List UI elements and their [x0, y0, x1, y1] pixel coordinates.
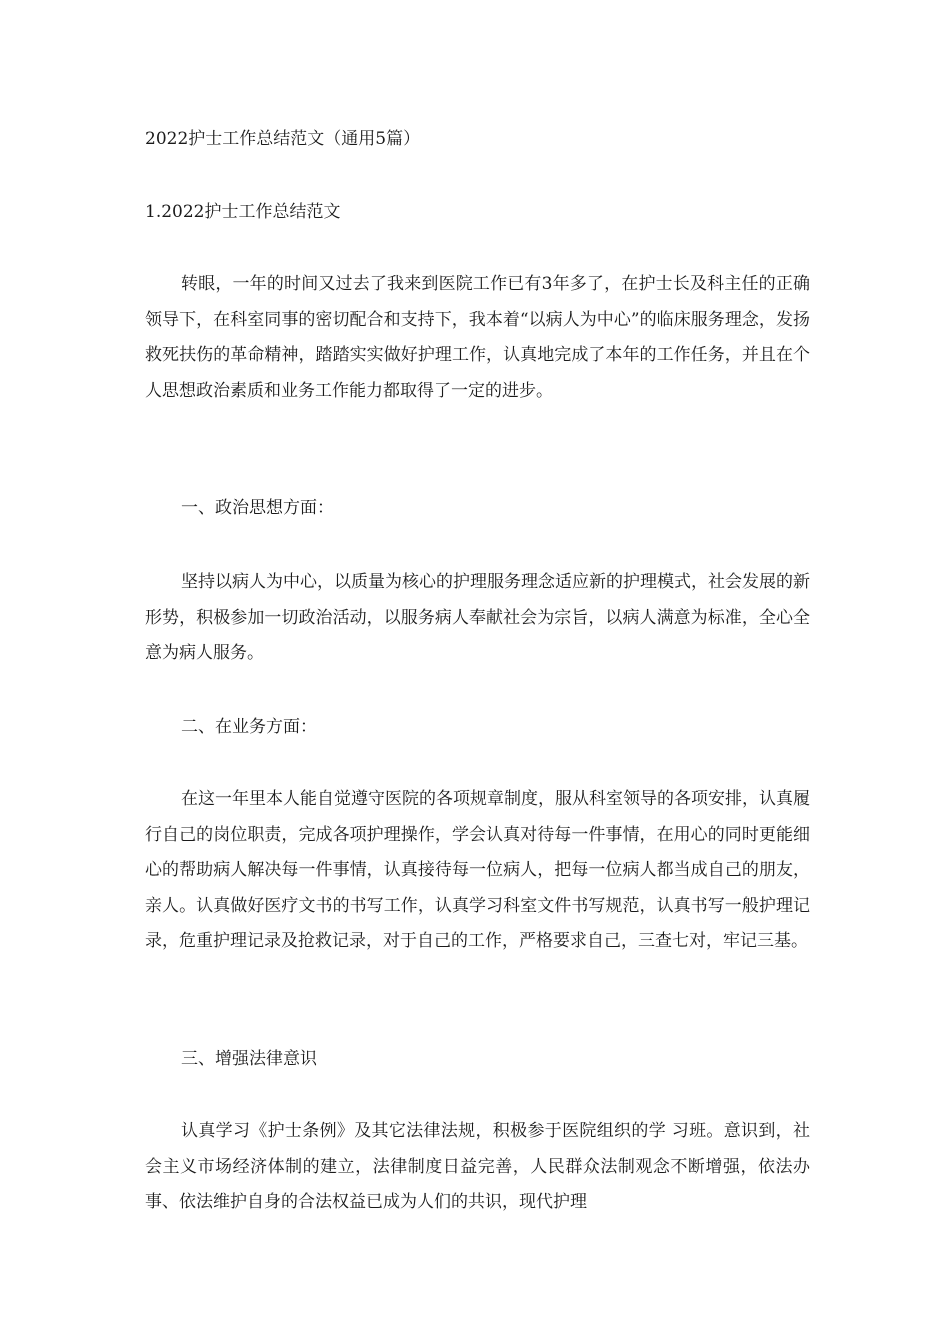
- paragraph-political-thought: 坚持以病人为中心，以质量为核心的护理服务理念适应新的护理模式，社会发展的新形势，积极参加一切政治活动，以服务病人奉献社会为宗旨，以病人满意为标准，全心全意为病人服务。: [145, 572, 810, 664]
- heading-business: 二、在业务方面：: [181, 717, 317, 737]
- paragraph-business: 在这一年里本人能自觉遵守医院的各项规章制度，服从科室领导的各项安排，认真履行自己的岗位职责，完成各项护理操作，学会认真对待每一件事情，在用心的同时更能细心的帮助病人解决每一件事情，认真接待每一位病人，把每一位病人都当成自己的朋友，亲人。认真做好医疗文书的书写工作，认真学习科室文件书写规范，认真书写一般护理记录，危重护理记录及抢救记录，对于自己的工作，严格要求自己，三查七对，牢记三基。: [145, 789, 810, 952]
- document-title: 2022护士工作总结范文（通用5篇）: [145, 129, 421, 149]
- section-title: 1.2022护士工作总结范文: [145, 202, 341, 222]
- paragraph-legal-awareness: 认真学习《护士条例》及其它法律法规，积极参于医院组织的学 习班。意识到，社会主义市场经济体制的建立，法律制度日益完善，人民群众法制观念不断增强，依法办事、依法维护自身的合法权益已成为人们的共识，现代护理: [145, 1121, 810, 1213]
- paragraph-intro: 转眼，一年的时间又过去了我来到医院工作已有3年多了，在护士长及科主任的正确领导下，在科室同事的密切配合和支持下，我本着“以病人为中心”的临床服务理念，发扬救死扶伤的革命精神，踏踏实实做好护理工作，认真地完成了本年的工作任务，并且在个人思想政治素质和业务工作能力都取得了一定的进步。: [145, 274, 810, 401]
- heading-political-thought: 一、政治思想方面：: [181, 498, 334, 518]
- heading-legal-awareness: 三、增强法律意识: [181, 1049, 317, 1069]
